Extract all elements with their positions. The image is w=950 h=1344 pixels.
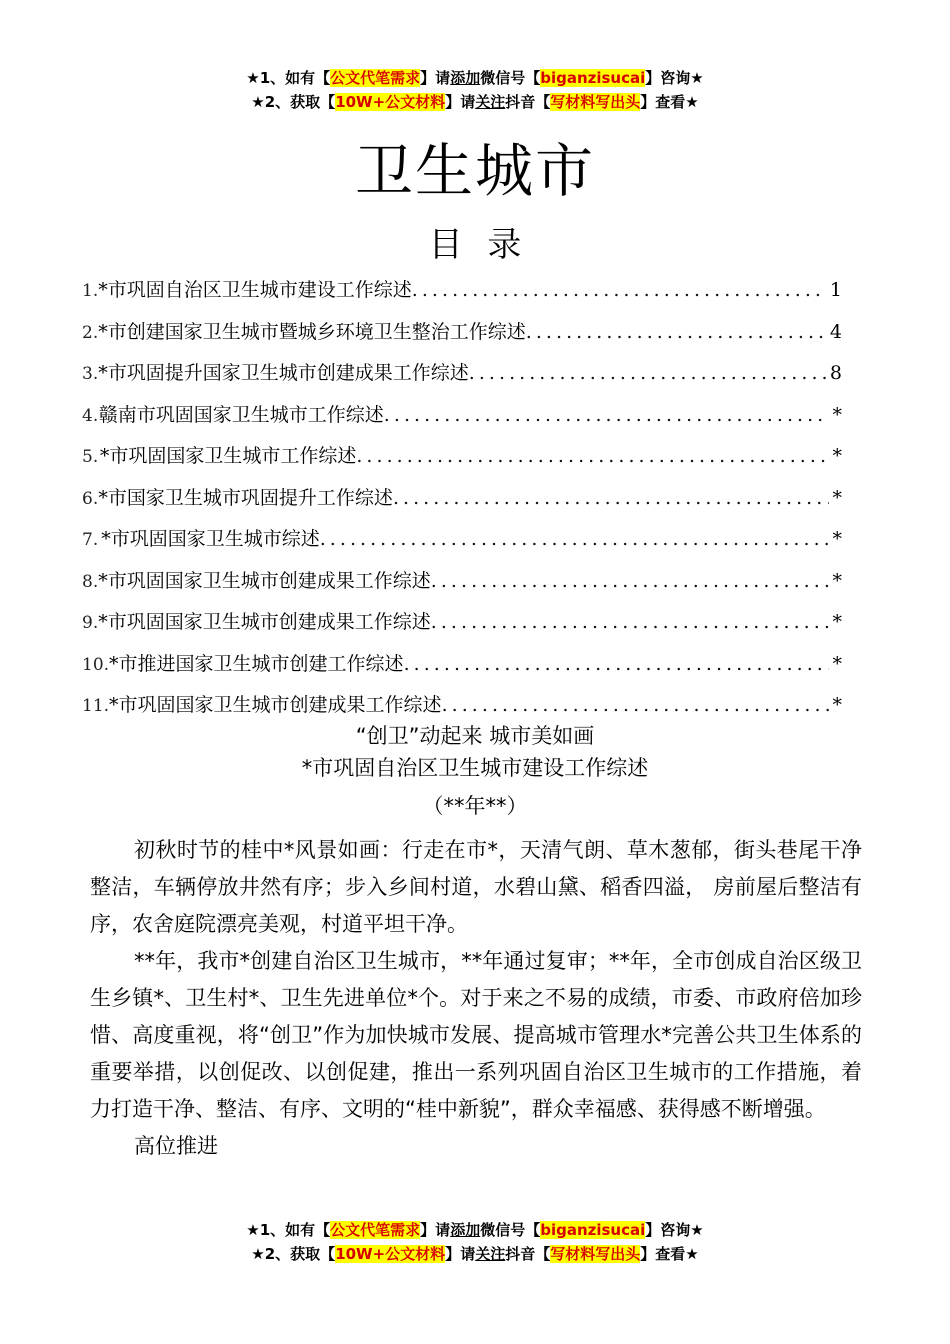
article-paragraph: 初秋时节的桂中*风景如画：行走在市*，天清气朗、草木葱郁，街头巷尾干净整洁，车辆停放井然有序；步入乡间村道，水碧山黛、稻香四溢， 房前屋后整洁有序，农舍庭院漂亮美观，村道平坦干净。 <box>90 838 862 936</box>
banner-text: 】请 <box>420 69 451 87</box>
toc-page-number: * <box>832 652 842 675</box>
toc-leader-dots <box>469 353 826 395</box>
banner-text: 】请 <box>445 93 476 111</box>
banner-highlight: biganzisucai <box>540 1221 646 1239</box>
toc-item[interactable] <box>82 353 842 395</box>
top-banner <box>0 66 950 114</box>
toc-leader-dots <box>431 561 829 603</box>
toc-leader-dots <box>526 312 826 354</box>
banner-text: 抖音【 <box>505 93 551 111</box>
toc-entry-title: *市巩固国家卫生城市创建成果工作综述 <box>109 694 442 716</box>
banner-highlight: 写材料写出头 <box>550 1245 641 1263</box>
banner-text: 】咨询★ <box>645 1221 704 1239</box>
toc-entry-title: *市国家卫生城市巩固提升工作综述 <box>98 486 393 509</box>
banner-highlight: biganzisucai <box>540 69 646 87</box>
toc-entry-title: *市巩固提升国家卫生城市创建成果工作综述 <box>98 362 469 384</box>
toc-page-number: * <box>832 445 842 467</box>
toc-entry-title: *市巩固国家卫生城市创建成果工作综述 <box>98 611 431 633</box>
toc-leader-dots <box>431 602 829 644</box>
banner-highlight: 写材料写出头 <box>550 93 641 111</box>
banner-text: 】查看★ <box>640 1245 699 1263</box>
toc-entry-title: 赣南市巩固国家卫生城市工作综述 <box>98 403 384 426</box>
article-section-heading: 高位推进 <box>134 1134 218 1158</box>
toc-item[interactable] <box>82 436 842 478</box>
toc-entry-title: *市巩固国家卫生城市工作综述 <box>99 445 357 467</box>
banner-line-2 <box>0 90 950 114</box>
banner-text: 微信号【 <box>480 69 541 87</box>
toc-entry-title: *市巩固国家卫生城市创建成果工作综述 <box>98 569 431 592</box>
banner-text: 】查看★ <box>640 93 699 111</box>
toc-number: 1. <box>82 281 99 301</box>
table-of-contents <box>82 270 842 727</box>
toc-entry-title: *市巩固自治区卫生城市建设工作综述 <box>98 279 412 301</box>
toc-page-number: 1 <box>829 279 842 301</box>
toc-item[interactable] <box>82 478 842 520</box>
banner-text: 微信号【 <box>480 1221 541 1239</box>
banner-highlight: 10W+公文材料 <box>335 1245 446 1263</box>
banner-underline: 添加 <box>450 1221 481 1239</box>
banner-underline: 关注 <box>475 93 506 111</box>
toc-leader-dots <box>404 644 829 686</box>
toc-number: 3. <box>82 364 99 384</box>
banner-line-2 <box>0 1242 950 1266</box>
article-date: （**年**） <box>422 794 528 818</box>
toc-entry-title: *市巩固国家卫生城市综述 <box>101 528 320 550</box>
banner-line-1 <box>0 66 950 90</box>
toc-leader-dots <box>356 436 828 478</box>
banner-text: ★1、如有【 <box>246 69 331 87</box>
article-paragraph: **年，我市*创建自治区卫生城市，**年通过复审；**年，全市创成自治区级卫生乡镇*、卫生村*、卫生先进单位*个。对于来之不易的成绩，市委、市政府倍加珍惜、高度重视，将“创卫”作为加快城市发展、提高城市管理水*完善公共卫生体系的重要举措，以创促改、以创促建，推出一系列巩固自治区卫生城市的工作措施，着力打造干净、整洁、有序、文明的“桂中新貌”，群众幸福感、获得感不断增强。 <box>90 949 862 1121</box>
toc-leader-dots <box>393 478 829 520</box>
toc-number: 10. <box>82 654 110 675</box>
toc-leader-dots <box>384 395 829 437</box>
banner-highlight: 10W+公文材料 <box>335 93 446 111</box>
toc-page-number: * <box>832 528 842 550</box>
article-subtitle: *市巩固自治区卫生城市建设工作综述 <box>301 756 649 780</box>
toc-leader-dots <box>412 270 826 312</box>
toc-page-number: 8 <box>829 362 842 384</box>
toc-entry-title: *市推进国家卫生城市创建工作综述 <box>109 652 404 675</box>
banner-text: ★2、获取【 <box>251 1245 336 1263</box>
banner-text: 抖音【 <box>505 1245 551 1263</box>
banner-highlight: 公文代笔需求 <box>330 1221 421 1239</box>
toc-item[interactable] <box>82 270 842 312</box>
toc-page-number: * <box>832 611 842 633</box>
toc-number: 9. <box>82 613 99 633</box>
toc-item[interactable] <box>82 519 842 561</box>
toc-page-number: * <box>832 403 842 426</box>
article-body <box>90 832 862 1165</box>
toc-page-number: * <box>832 694 842 716</box>
toc-item[interactable] <box>82 561 842 603</box>
toc-number: 11. <box>82 696 110 716</box>
toc-number: 7. <box>82 530 99 550</box>
toc-item[interactable] <box>82 644 842 686</box>
toc-entry-title: *市创建国家卫生城市暨城乡环境卫生整治工作综述 <box>98 320 526 343</box>
banner-underline: 添加 <box>450 69 481 87</box>
toc-number: 8. <box>82 571 99 592</box>
banner-text: 】请 <box>420 1221 451 1239</box>
toc-item[interactable] <box>82 395 842 437</box>
toc-item[interactable] <box>82 312 842 354</box>
banner-highlight: 公文代笔需求 <box>330 69 421 87</box>
toc-item[interactable] <box>82 602 842 644</box>
banner-underline: 关注 <box>475 1245 506 1263</box>
toc-number: 5. <box>82 447 99 467</box>
toc-title: 目 录 <box>428 225 522 265</box>
banner-text: ★1、如有【 <box>246 1221 331 1239</box>
bottom-banner <box>0 1218 950 1266</box>
document-title: 卫生城市 <box>354 137 595 205</box>
toc-page-number: 4 <box>829 320 842 343</box>
banner-line-1 <box>0 1218 950 1242</box>
banner-text: 】请 <box>445 1245 476 1263</box>
toc-page-number: * <box>832 569 842 592</box>
toc-number: 6. <box>82 488 99 509</box>
toc-leader-dots <box>320 519 829 561</box>
banner-text: 】咨询★ <box>645 69 704 87</box>
toc-number: 4. <box>82 405 99 426</box>
article-headline: “创卫”动起来 城市美如画 <box>355 724 595 748</box>
toc-page-number: * <box>832 486 842 509</box>
toc-number: 2. <box>82 322 99 343</box>
banner-text: ★2、获取【 <box>251 93 336 111</box>
